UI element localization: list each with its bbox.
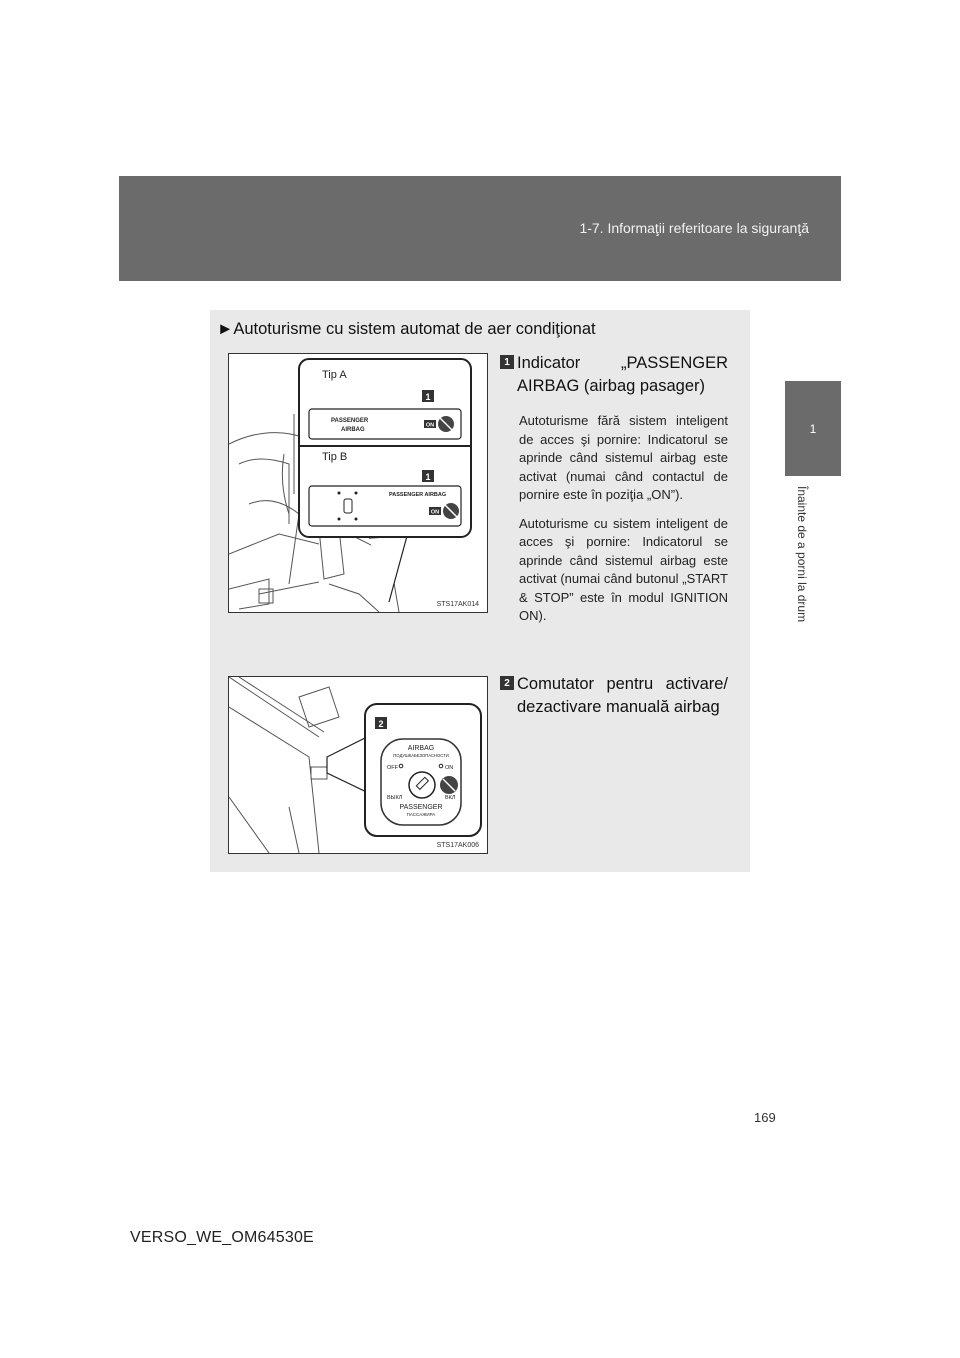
- svg-text:ON: ON: [430, 509, 440, 516]
- section-title: 1-7. Informaţii referitoare la siguranţă: [579, 220, 809, 236]
- svg-text:AIRBAG: AIRBAG: [341, 427, 365, 433]
- item-1-title: Indicator „PASSENGER AIRBAG (airbag pasager): [517, 354, 728, 395]
- svg-text:ПАССАЖИРА: ПАССАЖИРА: [406, 812, 436, 817]
- figure2-code: STS17AK006: [436, 842, 479, 849]
- chapter-number: 1: [809, 421, 817, 436]
- figure-switch: [228, 676, 488, 854]
- chapter-tab: [785, 381, 841, 476]
- item-1: [500, 352, 728, 626]
- key-switch: [409, 772, 435, 798]
- callout-pointer: [369, 536, 407, 602]
- type-b-label: Tip B: [322, 451, 348, 463]
- page-number: 169: [754, 1110, 776, 1125]
- item-1-badge: 1: [500, 355, 514, 369]
- figure-indicator: [228, 353, 488, 613]
- svg-text:1: 1: [425, 392, 431, 402]
- chapter-label: Înainte de a porni la drum: [795, 486, 809, 623]
- svg-text:PASSENGER: PASSENGER: [331, 418, 369, 424]
- svg-text:ПОДУШКАБЕЗОПАСНОСТИ: ПОДУШКАБЕЗОПАСНОСТИ: [393, 753, 449, 758]
- svg-text:ON: ON: [425, 422, 435, 429]
- svg-text:2: 2: [378, 719, 384, 729]
- item-2: [500, 673, 728, 719]
- svg-text:ВЫКЛ: ВЫКЛ: [387, 795, 403, 801]
- item-2-title: Comutator pentru activare/ dezactivare manuală airbag: [517, 675, 728, 716]
- svg-text:OFF: OFF: [387, 765, 398, 771]
- svg-text:PASSENGER AIRBAG: PASSENGER AIRBAG: [389, 492, 447, 498]
- document-code: VERSO_WE_OM64530E: [130, 1229, 314, 1246]
- intro-heading: ►Autoturisme cu sistem automat de aer condiţionat: [217, 320, 596, 338]
- type-a-label: Tip A: [322, 369, 347, 381]
- item-1-para-1: Autoturisme fără sistem inteligent de acces şi pornire: Indicatorul se aprinde când sistemul airbag este activat (numai când contactul de pornire este în poziţia „ON”).: [519, 413, 728, 502]
- svg-text:ON: ON: [445, 765, 454, 771]
- svg-text:ВКЛ: ВКЛ: [445, 795, 456, 801]
- item-2-badge: 2: [500, 676, 514, 690]
- svg-text:1: 1: [425, 472, 431, 482]
- switch-illustration: [229, 677, 487, 853]
- item-1-para-2: Autoturisme cu sistem inteligent de acces şi pornire: Indicatorul se aprinde când sistemul airbag este activat (numai când butonul „START & STOP” este în modul IGNITION ON).: [519, 515, 728, 623]
- figure1-code: STS17AK014: [436, 601, 479, 608]
- svg-text:AIRBAG: AIRBAG: [407, 745, 435, 752]
- svg-text:PASSENGER: PASSENGER: [399, 804, 443, 811]
- indicator-illustration: [229, 354, 487, 612]
